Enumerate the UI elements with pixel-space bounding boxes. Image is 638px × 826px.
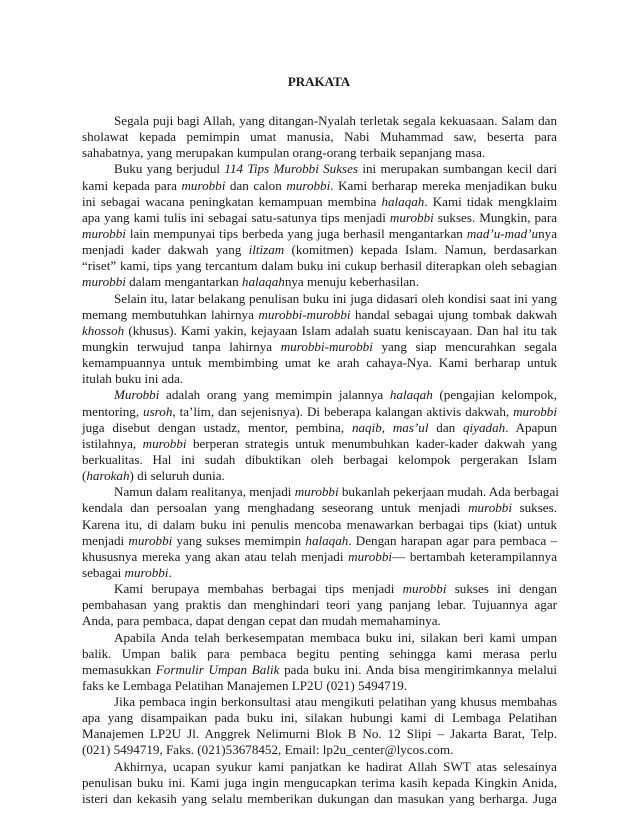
text-line: memasukkan Formulir Umpan Balik pada buku ini. Anda bisa mengirimkannya melalui: [82, 661, 557, 677]
text-line: mentoring, usroh, ta’lim, dan sejenisnya). Di beberapa kalangan aktivis dakwah, murobbi: [82, 403, 557, 419]
text-line: khossoh (khusus). Kami yakin, kejayaan Islam adalah suatu keniscayaan. Dan hal itu tak: [82, 322, 557, 338]
text-line: istilahnya, murobbi berperan strategis untuk menumbuhkan kader-kader dakwah yang: [82, 435, 557, 451]
text-line: Karena itu, di dalam buku ini penulis mencoba menawarkan berbagai tips (kiat) untuk: [82, 516, 557, 532]
text-line: apa yang disampaikan pada buku ini, silakan hubungi kami di Lembaga Pelatihan: [82, 710, 557, 726]
text-line: isteri dan kekasih yang selalu memberikan dukungan dan masukan yang berharga. Juga: [82, 790, 557, 806]
text-line: Murobbi adalah orang yang memimpin jalannya halaqah (pengajian kelompok,: [114, 387, 557, 403]
text-line: mungkin terwujud tanpa lahirnya murobbi-murobbi yang siap mencurahkan segala: [82, 338, 557, 354]
text-line: (harokah) di seluruh dunia.: [82, 468, 225, 484]
text-line: kendala dan persoalan yang menghadang seseorang untuk menjadi murobbi sukses.: [82, 500, 557, 516]
text-line: memang membutuhkan lahirnya murobbi-murobbi handal sebagai ujung tombak dakwah: [82, 306, 558, 322]
text-line: sahabatnya, yang merupakan kumpulan orang-orang terbaik sepanjang masa.: [82, 145, 486, 161]
text-line: sholawat kepada pemimpin umat manusia, Nabi Muhammad saw, beserta para: [82, 129, 557, 145]
text-line: Anda, para pembaca, dapat dengan cepat dan mudah memahaminya.: [82, 613, 441, 629]
text-line: itulah buku ini ada.: [82, 371, 184, 387]
text-line: pembahasan yang praktis dan menghindari teori yang panjang lebar. Tujuannya agar: [82, 597, 557, 613]
text-line: ini sebagai wacana peningkatan kemampuan membina halaqah. Kami tidak mengklaim: [82, 193, 558, 209]
text-line: kami kepada para murobbi dan calon murobbi. Kami berharap mereka menjadikan buku: [82, 177, 557, 193]
text-line: Akhirnya, ucapan syukur kami panjatkan ke hadirat Allah SWT atas selesainya: [114, 758, 557, 774]
text-line: balik. Umpan balik para pembaca begitu penting sehingga kami merasa perlu: [82, 645, 557, 661]
text-line: Buku yang berjudul 114 Tips Murobbi Sukses ini merupakan sumbangan kecil dari: [114, 161, 557, 177]
text-line: faks ke Lembaga Pelatihan Manajemen LP2U (021) 5494719.: [82, 677, 408, 693]
text-line: murobbi dalam mengantarkan halaqahnya menuju keberhasilan.: [82, 274, 419, 290]
text-line: Selain itu, latar belakang penulisan buku ini juga didasari oleh kondisi saat ini yang: [114, 290, 557, 306]
text-line: Namun dalam realitanya, menjadi murobbi bukanlah pekerjaan mudah. Ada berbagai: [114, 484, 559, 500]
text-line: “riset” kami, tips yang tercantum dalam buku ini cukup berhasil diterapkan oleh sebagian: [82, 258, 557, 274]
text-line: Segala puji bagi Allah, yang ditangan-Nyalah terletak segala kekuasaan. Salam dan: [114, 113, 557, 128]
text-line: kemampuannya untuk membimbing umat ke arah cahaya-Nya. Kami berharap untuk: [82, 355, 557, 371]
text-line: Manajemen LP2U Jl. Anggrek Nelimurni Blok B No. 12 Slipi – Jakarta Barat, Telp.: [82, 726, 557, 742]
text-line: murobbi lain mempunyai tips berbeda yang juga berhasil mengantarkan mad’u-mad’unya: [82, 225, 557, 241]
text-line: apa yang kami tulis ini sebagai satu-satunya tips menjadi murobbi sukses. Mungkin, para: [82, 209, 558, 225]
text-line: penulisan buku ini. Kami juga ingin mengucapkan terima kasih kepada Kingkin Anida,: [82, 774, 557, 790]
text-line: Kami berupaya membahas berbagai tips menjadi murobbi sukses ini dengan: [114, 581, 557, 597]
document-body: [82, 113, 557, 807]
text-line: khususnya mereka yang akan atau telah menjadi murobbi— bertambah keterampilannya: [82, 548, 557, 564]
text-line: sebagai murobbi.: [82, 564, 172, 580]
text-line: berkualitas. Hal ini sudah dibuktikan oleh berbagai kelompok pergerakan Islam: [82, 451, 557, 467]
text-line: menjadi kader dakwah yang iltizam (komitmen) kepada Islam. Namun, berdasarkan: [82, 242, 557, 258]
text-line: menjadi murobbi yang sukses memimpin halaqah. Dengan harapan agar para pembaca –: [82, 532, 558, 548]
text-line: Jika pembaca ingin berkonsultasi atau mengikuti pelatihan yang khusus membahas: [114, 694, 557, 710]
text-line: (021) 5494719, Faks. (021)53678452, Email: lp2u_center@lycos.com.: [82, 742, 454, 758]
text-line: Apabila Anda telah berkesempatan membaca buku ini, silakan beri kami umpan: [114, 629, 557, 645]
text-line: juga disebut dengan ustadz, mentor, pembina, naqib, mas’ul dan qiyadah. Apapun: [82, 419, 557, 435]
page-title: PRAKATA: [287, 74, 351, 89]
